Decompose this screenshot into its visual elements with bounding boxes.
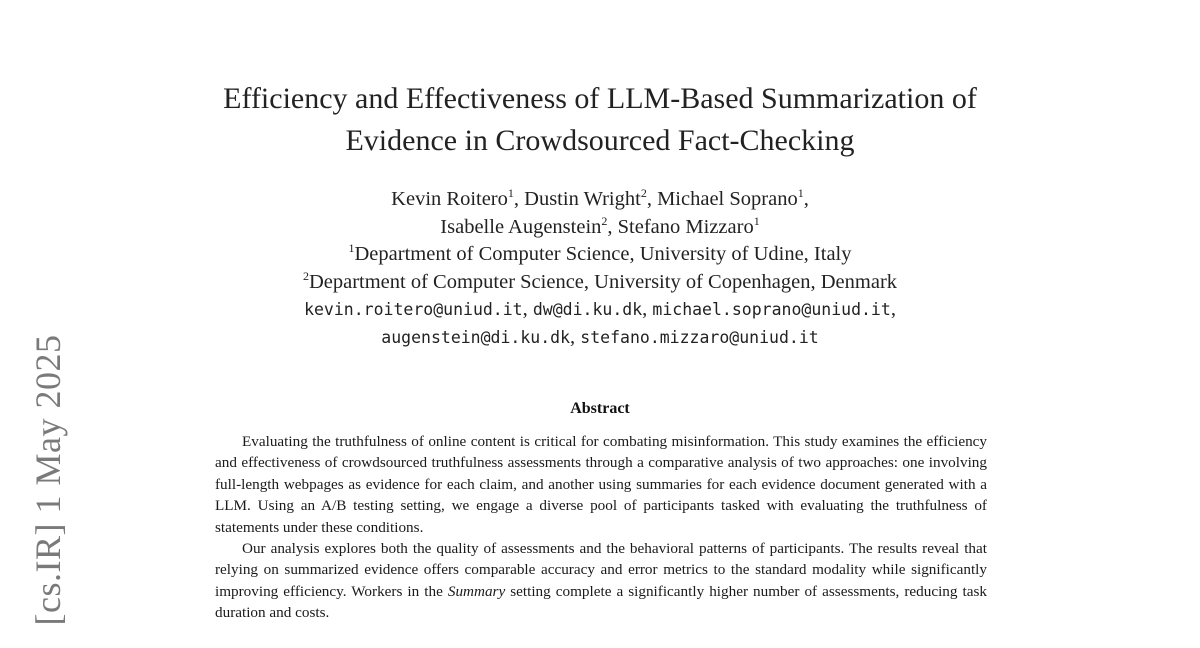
title-line-1: Efficiency and Effectiveness of LLM-Based Summarization of [223, 82, 977, 115]
author-email: michael.soprano@uniud.it [652, 300, 891, 319]
author-block [150, 186, 1050, 351]
title-line-2: Evidence in Crowdsourced Fact-Checking [345, 124, 855, 157]
author-name: Stefano Mizzaro [617, 215, 754, 238]
abstract-text: Our analysis explores both the quality of assessments and the behavioral patterns of participants. The results reveal that relying on summarized evidence offers comparable accuracy and error metrics to the standard modality while significantly improving efficiency. Workers in the [215, 540, 987, 600]
author-affiliation-mark: 1 [753, 213, 760, 228]
affiliation-1 [150, 241, 1050, 269]
author-line-2: Isabelle Augenstein$^2$, Stefano Mizzaro$^1$ [440, 213, 760, 238]
author-affiliation-mark: 2 [601, 213, 608, 228]
affiliation-text: Department of Computer Science, University of Udine, Italy [354, 243, 852, 265]
email-line-1: kevin.roitero@uniud.it, dw@di.ku.dk, michael.soprano@uniud.it, [304, 298, 896, 320]
abstract-emphasis: Summary [447, 582, 506, 600]
paper-title [150, 78, 1050, 162]
author-email: stefano.mizzaro@uniud.it [580, 327, 819, 347]
email-line-2: augenstein@di.ku.dk, stefano.mizzaro@uniud.it [381, 325, 819, 348]
affiliation-mark: 1 [348, 241, 355, 255]
arxiv-identifier-stamp: [cs.IR] 1 May 2025 [28, 334, 68, 626]
abstract-text: setting complete a significantly higher number of assessments, reducing task duration and costs. [215, 582, 987, 622]
author-name: Kevin Roitero [391, 188, 508, 210]
author-line-1: Kevin Roitero$^1$, Dustin Wright$^2$, Michael Soprano$^1$, [391, 186, 809, 210]
abstract-body [215, 431, 987, 624]
author-name: Isabelle Augenstein [440, 215, 602, 238]
author-email: augenstein@di.ku.dk [381, 327, 571, 347]
author-name: Michael Soprano [657, 188, 798, 210]
affiliation-mark: 2 [302, 268, 309, 283]
author-name: Dustin Wright [524, 188, 641, 210]
author-affiliation-mark: 1 [507, 186, 514, 200]
author-affiliation-mark: 2 [640, 186, 647, 200]
author-email: dw@di.ku.dk [532, 300, 643, 319]
affiliation-text: Department of Computer Science, University of Copenhagen, Denmark [308, 270, 898, 293]
affiliation-2 [150, 269, 1050, 297]
abstract-paragraph-2 [215, 538, 987, 624]
abstract-heading: Abstract [570, 400, 630, 417]
author-affiliation-mark: 1 [797, 186, 804, 200]
author-email: kevin.roitero@uniud.it [304, 300, 523, 319]
abstract-paragraph-1: Evaluating the truthfulness of online content is critical for combating misinformation. This study examines the efficiency and effectiveness of crowdsourced truthfulness assessments through a comparative analysis of two approaches: one involving full-length webpages as evidence for each claim, and another using summaries for each evidence document generated with a LLM. Using an A/B testing setting, we engage a diverse pool of participants tasked with evaluating the truthfulness of statements under these conditions. [215, 433, 987, 536]
